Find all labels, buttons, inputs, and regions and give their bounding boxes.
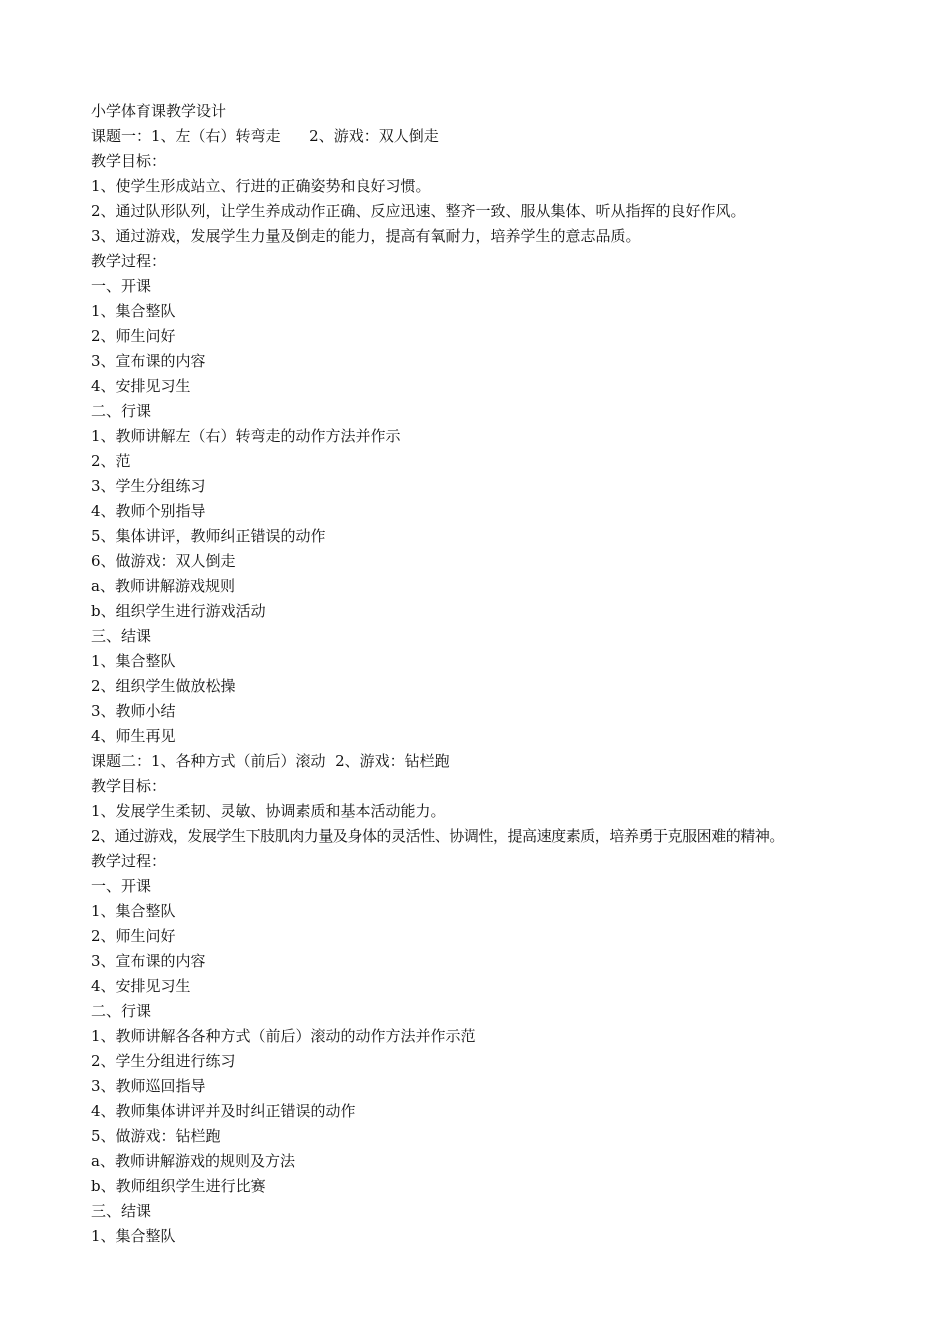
section-heading: 三、结课	[91, 627, 152, 645]
objective-item: 3、通过游戏，发展学生力量及倒走的能力，提高有氧耐力，培养学生的意志品质。	[91, 227, 641, 245]
step-item: 1、教师讲解左（右）转弯走的动作方法并作示	[91, 427, 401, 445]
step-item: 4、师生再见	[91, 727, 176, 745]
objectives-heading: 教学目标：	[91, 152, 167, 170]
step-item: 4、安排见习生	[91, 377, 191, 395]
process-heading: 教学过程：	[91, 252, 167, 270]
step-item: 5、集体讲评，教师纠正错误的动作	[91, 527, 326, 545]
step-item: 2、范	[91, 452, 131, 470]
objective-item: 1、使学生形成站立、行进的正确姿势和良好习惯。	[91, 177, 431, 195]
sub-step-item: a、教师讲解游戏规则	[91, 577, 235, 595]
process-heading: 教学过程：	[91, 852, 167, 870]
step-item: 6、做游戏：双人倒走	[91, 552, 236, 570]
step-item: 3、宣布课的内容	[91, 952, 206, 970]
step-item: 1、集合整队	[91, 902, 176, 920]
step-item: 1、集合整队	[91, 652, 176, 670]
step-item: 2、师生问好	[91, 927, 176, 945]
objective-item: 1、发展学生柔韧、灵敏、协调素质和基本活动能力。	[91, 802, 446, 820]
step-item: 2、组织学生做放松操	[91, 677, 236, 695]
step-item: 1、集合整队	[91, 302, 176, 320]
step-item: 3、宣布课的内容	[91, 352, 206, 370]
section-heading: 一、开课	[91, 277, 152, 295]
objective-item: 2、通过队形队列，让学生养成动作正确、反应迅速、整齐一致、服从集体、听从指挥的良好作风。	[91, 202, 746, 220]
lesson-one-heading: 课题一：1、左（右）转弯走 2、游戏：双人倒走	[91, 127, 439, 145]
section-heading: 三、结课	[91, 1202, 152, 1220]
objective-item: 2、通过游戏，发展学生下肢肌肉力量及身体的灵活性、协调性，提高速度素质，培养勇于克服困难的精神。	[91, 827, 784, 845]
step-item: 1、教师讲解各各种方式（前后）滚动的动作方法并作示范	[91, 1027, 476, 1045]
lesson-two-heading: 课题二：1、各种方式（前后）滚动 2、游戏：钻栏跑	[91, 752, 450, 770]
step-item: 4、教师集体讲评并及时纠正错误的动作	[91, 1102, 356, 1120]
sub-step-item: b、教师组织学生进行比赛	[91, 1177, 266, 1195]
sub-step-item: a、教师讲解游戏的规则及方法	[91, 1152, 295, 1170]
document-page	[91, 99, 911, 1249]
step-item: 2、师生问好	[91, 327, 176, 345]
section-heading: 一、开课	[91, 877, 152, 895]
step-item: 3、教师小结	[91, 702, 176, 720]
step-item: 1、集合整队	[91, 1227, 176, 1245]
step-item: 2、学生分组进行练习	[91, 1052, 236, 1070]
step-item: 3、学生分组练习	[91, 477, 206, 495]
section-heading: 二、行课	[91, 1002, 152, 1020]
document-title: 小学体育课教学设计	[91, 102, 227, 120]
sub-step-item: b、组织学生进行游戏活动	[91, 602, 266, 620]
step-item: 3、教师巡回指导	[91, 1077, 206, 1095]
step-item: 4、安排见习生	[91, 977, 191, 995]
step-item: 5、做游戏：钻栏跑	[91, 1127, 221, 1145]
step-item: 4、教师个别指导	[91, 502, 206, 520]
objectives-heading: 教学目标：	[91, 777, 167, 795]
section-heading: 二、行课	[91, 402, 152, 420]
